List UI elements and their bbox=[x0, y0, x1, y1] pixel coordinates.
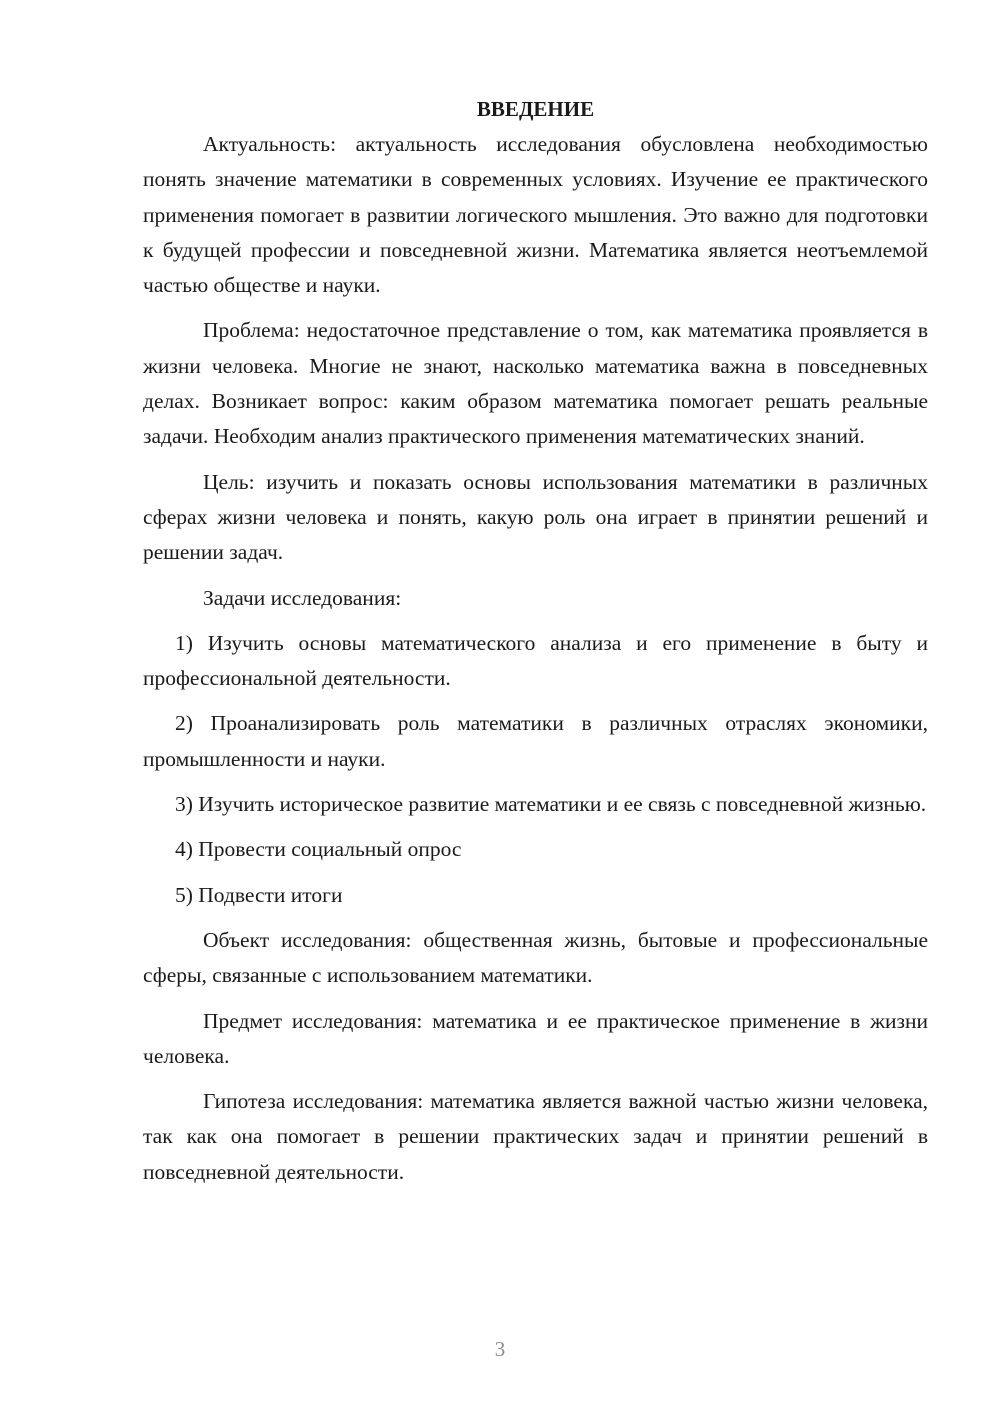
task-item-2: 2) Проанализировать роль математики в различных отраслях экономики, промышленности и науки. bbox=[143, 711, 928, 771]
goal-paragraph: Цель: изучить и показать основы использования математики в различных сферах жизни человека и понять, какую роль она играет в принятии решений и решении задач. bbox=[143, 469, 928, 565]
subject-paragraph: Предмет исследования: математика и ее практическое применение в жизни человека. bbox=[143, 1008, 928, 1068]
problem-paragraph: Проблема: недостаточное представление о том, как математика проявляется в жизни человека. Многие не знают, насколько математика важна в повседневных делах. Возникает вопрос: каким образом математика помогает решать реальные задачи. Необходим анализ практического применения математических знаний. bbox=[143, 318, 928, 449]
relevance-paragraph: Актуальность: актуальность исследования обусловлена необходимостью понять значение математики в современных условиях. Изучение ее практического применения помогает в развитии логического мышления. Это важно для подготовки к будущей профессии и повседневной жизни. Математика является неотъемлемой частью обществе и науки. bbox=[143, 132, 928, 298]
tasks-heading: Задачи исследования: bbox=[203, 585, 402, 610]
task-item-4: 4) Провести социальный опрос bbox=[175, 837, 462, 862]
section-title: ВВЕДЕНИЕ bbox=[476, 97, 595, 121]
page-number: 3 bbox=[494, 1337, 506, 1361]
hypothesis-paragraph: Гипотеза исследования: математика является важной частью жизни человека, так как она помогает в решении практических задач и принятии решений в повседневной деятельности. bbox=[143, 1089, 928, 1184]
object-paragraph: Объект исследования: общественная жизнь, бытовые и профессиональные сферы, связанные с использованием математики. bbox=[143, 927, 928, 988]
task-item-5: 5) Подвести итоги bbox=[175, 882, 343, 907]
task-item-1: 1) Изучить основы математического анализа и его применение в быту и профессиональной деятельности. bbox=[143, 630, 928, 691]
task-item-3: 3) Изучить историческое развитие математики и ее связь с повседневной жизнью. bbox=[175, 792, 927, 817]
page-content bbox=[143, 92, 928, 1190]
